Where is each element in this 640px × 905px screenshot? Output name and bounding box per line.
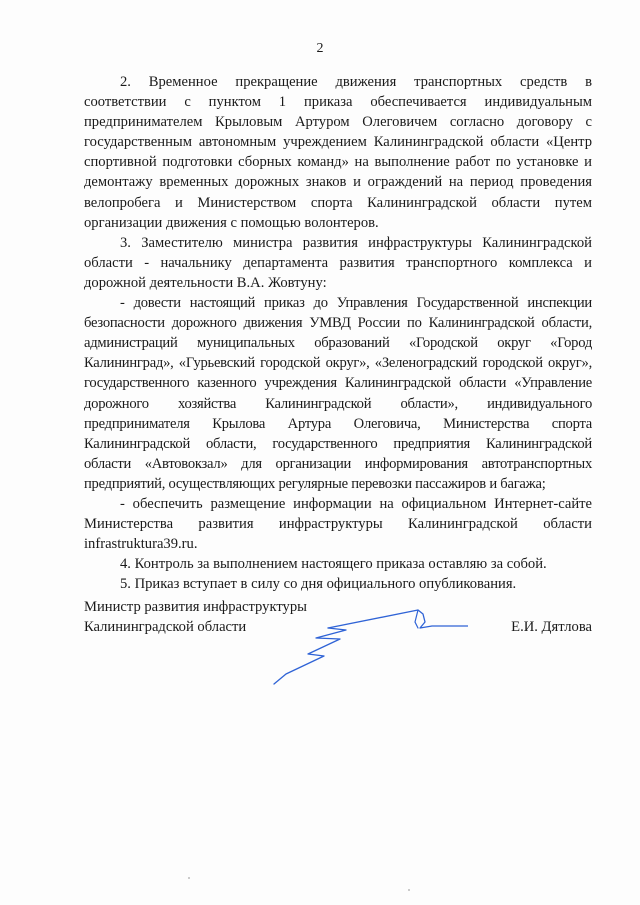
- scan-speck: [408, 889, 410, 891]
- handwritten-signature: [268, 598, 468, 690]
- paragraph-item-3: 3. Заместителю министра развития инфраструктуры Калининградской области - начальнику департамента развития транспортного комплекса и дорожной деятельности В.А. Жовтуну:: [84, 234, 592, 291]
- page-number: 2: [316, 41, 324, 56]
- order-body: [84, 72, 592, 594]
- scan-speck: [188, 877, 190, 879]
- signatory-title-line-1: Министр развития инфраструктуры: [84, 599, 307, 615]
- paragraph-item-2: 2. Временное прекращение движения транспортных средств в соответствии с пунктом 1 приказа обеспечивается индивидуальным предпринимателем Крыловым Артуром Олеговичем согласно договору с государственным автономным учреждением Калининградской области «Центр спортивной подготовки сборных команд» на выполнение работ по установке и демонтажу временных дорожных знаков и ограждений на период проведения велопробега и Министерством спорта Калининградской области путем организации движения с помощью волонтеров.: [84, 74, 592, 231]
- paragraph-item-3-bullet-2: - обеспечить размещение информации на официальном Интернет-сайте Министерства развития инфраструктуры Калининградской области infrastruktura39.ru.: [84, 495, 592, 553]
- signatory-name: Е.И. Дятлова: [511, 619, 592, 635]
- paragraph-item-4: 4. Контроль за выполнением настоящего приказа оставляю за собой.: [120, 556, 547, 573]
- signatory-title-line-2: Калининградской области: [84, 619, 247, 636]
- paragraph-item-3-bullet-1: - довести настоящий приказ до Управления Государственной инспекции безопасности дорожного движения УМВД России по Калининградской области, администраций муниципальных образований «Городской округ «Город Калининград», «Гурьевский городской округ», «Зеленоградский городской округ», государственного казенного учреждения Калининградской области «Управление дорожного хозяйства Калининградской области», индивидуального предпринимателя Крылова Артура Олеговича, Министерства спорта Калининградской области, государственного предприятия Калининградской области «Автовокзал» для организации информирования автотранспортных предприятий, осуществляющих регулярные перевозки пассажиров и багажа;: [84, 295, 592, 492]
- paragraph-item-5: 5. Приказ вступает в силу со дня официального опубликования.: [120, 576, 517, 593]
